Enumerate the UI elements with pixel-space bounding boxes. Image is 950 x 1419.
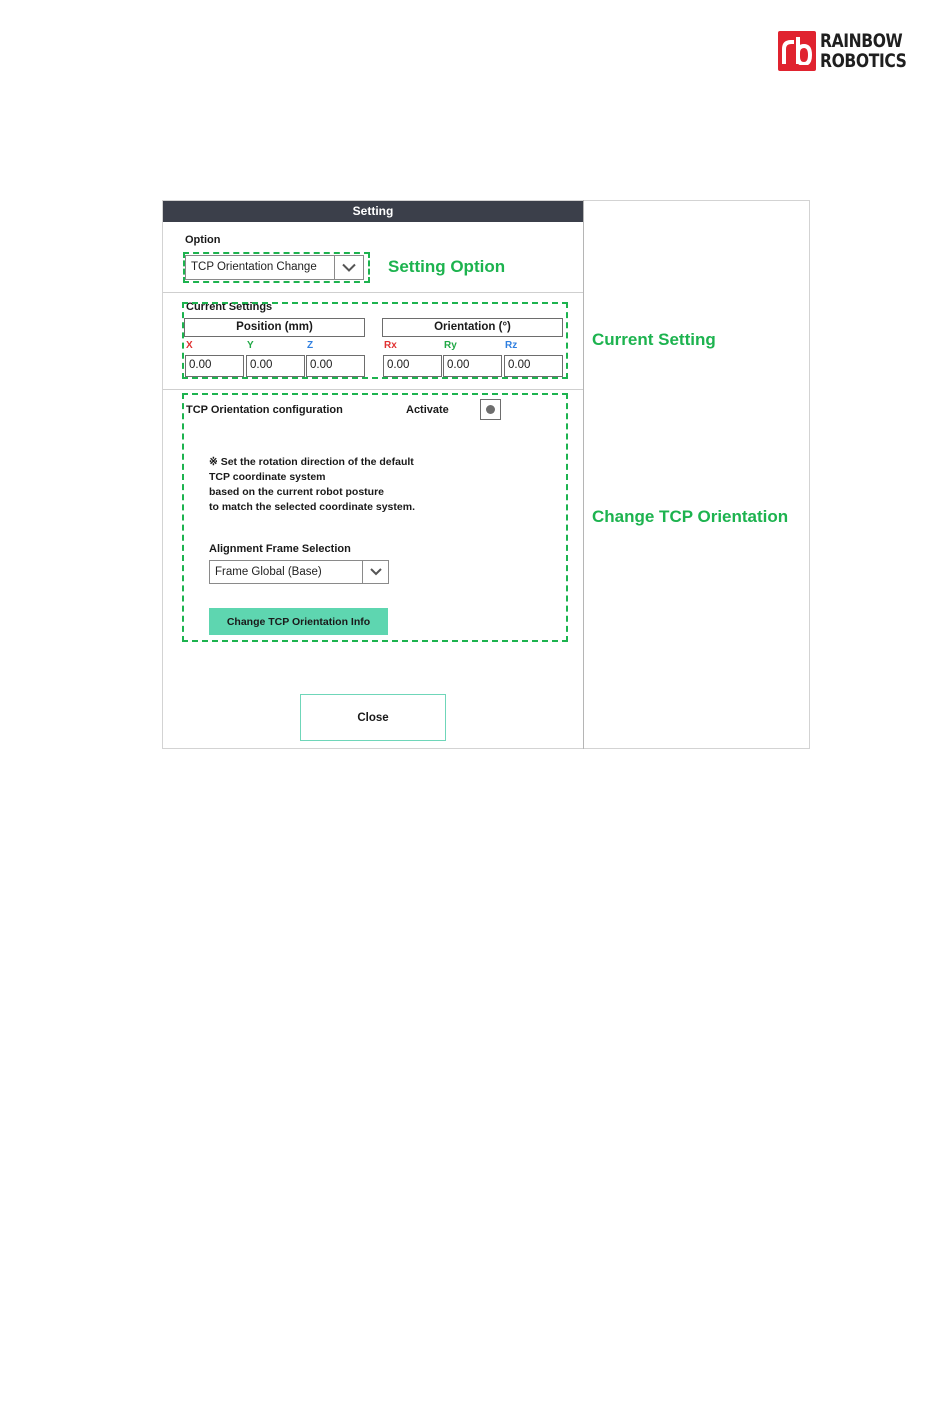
value-z-field: 0.00 <box>306 355 365 377</box>
note-line: ※ Set the rotation direction of the default <box>209 456 414 468</box>
tcp-config-label: TCP Orientation configuration <box>186 404 343 416</box>
axis-label-y: Y <box>247 340 254 351</box>
change-tcp-orientation-button[interactable]: Change TCP Orientation Info <box>209 608 388 635</box>
alignment-frame-value: Frame Global (Base) <box>215 566 322 578</box>
note-line: TCP coordinate system <box>209 471 326 483</box>
axis-label-x: X <box>186 340 193 351</box>
logo-line-1: RAINBOW <box>820 30 903 52</box>
value-rz-field: 0.00 <box>504 355 563 377</box>
callout-setting-option: Setting Option <box>388 257 506 276</box>
value-y-field: 0.00 <box>246 355 305 377</box>
current-settings-label: Current Settings <box>186 301 273 313</box>
note-line: based on the current robot posture <box>209 486 385 498</box>
option-dropdown-value: TCP Orientation Change <box>191 261 317 273</box>
logo-wordmark <box>820 31 906 71</box>
axis-label-rz: Rz <box>505 340 518 351</box>
section-divider <box>163 389 583 390</box>
position-header: Position (mm) <box>184 318 365 337</box>
figure-divider <box>583 200 584 749</box>
alignment-frame-label: Alignment Frame Selection <box>209 543 351 555</box>
note-line: to match the selected coordinate system. <box>209 501 415 513</box>
rb-logo-icon <box>778 31 816 71</box>
axis-label-z: Z <box>307 340 314 351</box>
option-label: Option <box>185 234 221 246</box>
logo-line-2: ROBOTICS <box>820 50 907 72</box>
activate-label: Activate <box>406 404 449 416</box>
setting-panel-title: Setting <box>163 201 583 222</box>
current-setting-highlight <box>182 302 568 379</box>
setting-option-highlight <box>183 252 370 283</box>
company-logo <box>778 31 908 73</box>
callout-change-tcp: Change TCP Orientation <box>592 507 789 526</box>
value-x-field: 0.00 <box>185 355 244 377</box>
section-divider <box>163 292 583 293</box>
orientation-header: Orientation (°) <box>382 318 563 337</box>
axis-label-ry: Ry <box>444 340 457 351</box>
close-button[interactable]: Close <box>300 694 446 741</box>
callout-current-setting: Current Setting <box>592 330 716 349</box>
value-rx-field: 0.00 <box>383 355 442 377</box>
value-ry-field: 0.00 <box>443 355 502 377</box>
axis-label-rx: Rx <box>384 340 397 351</box>
change-tcp-highlight <box>182 393 568 642</box>
